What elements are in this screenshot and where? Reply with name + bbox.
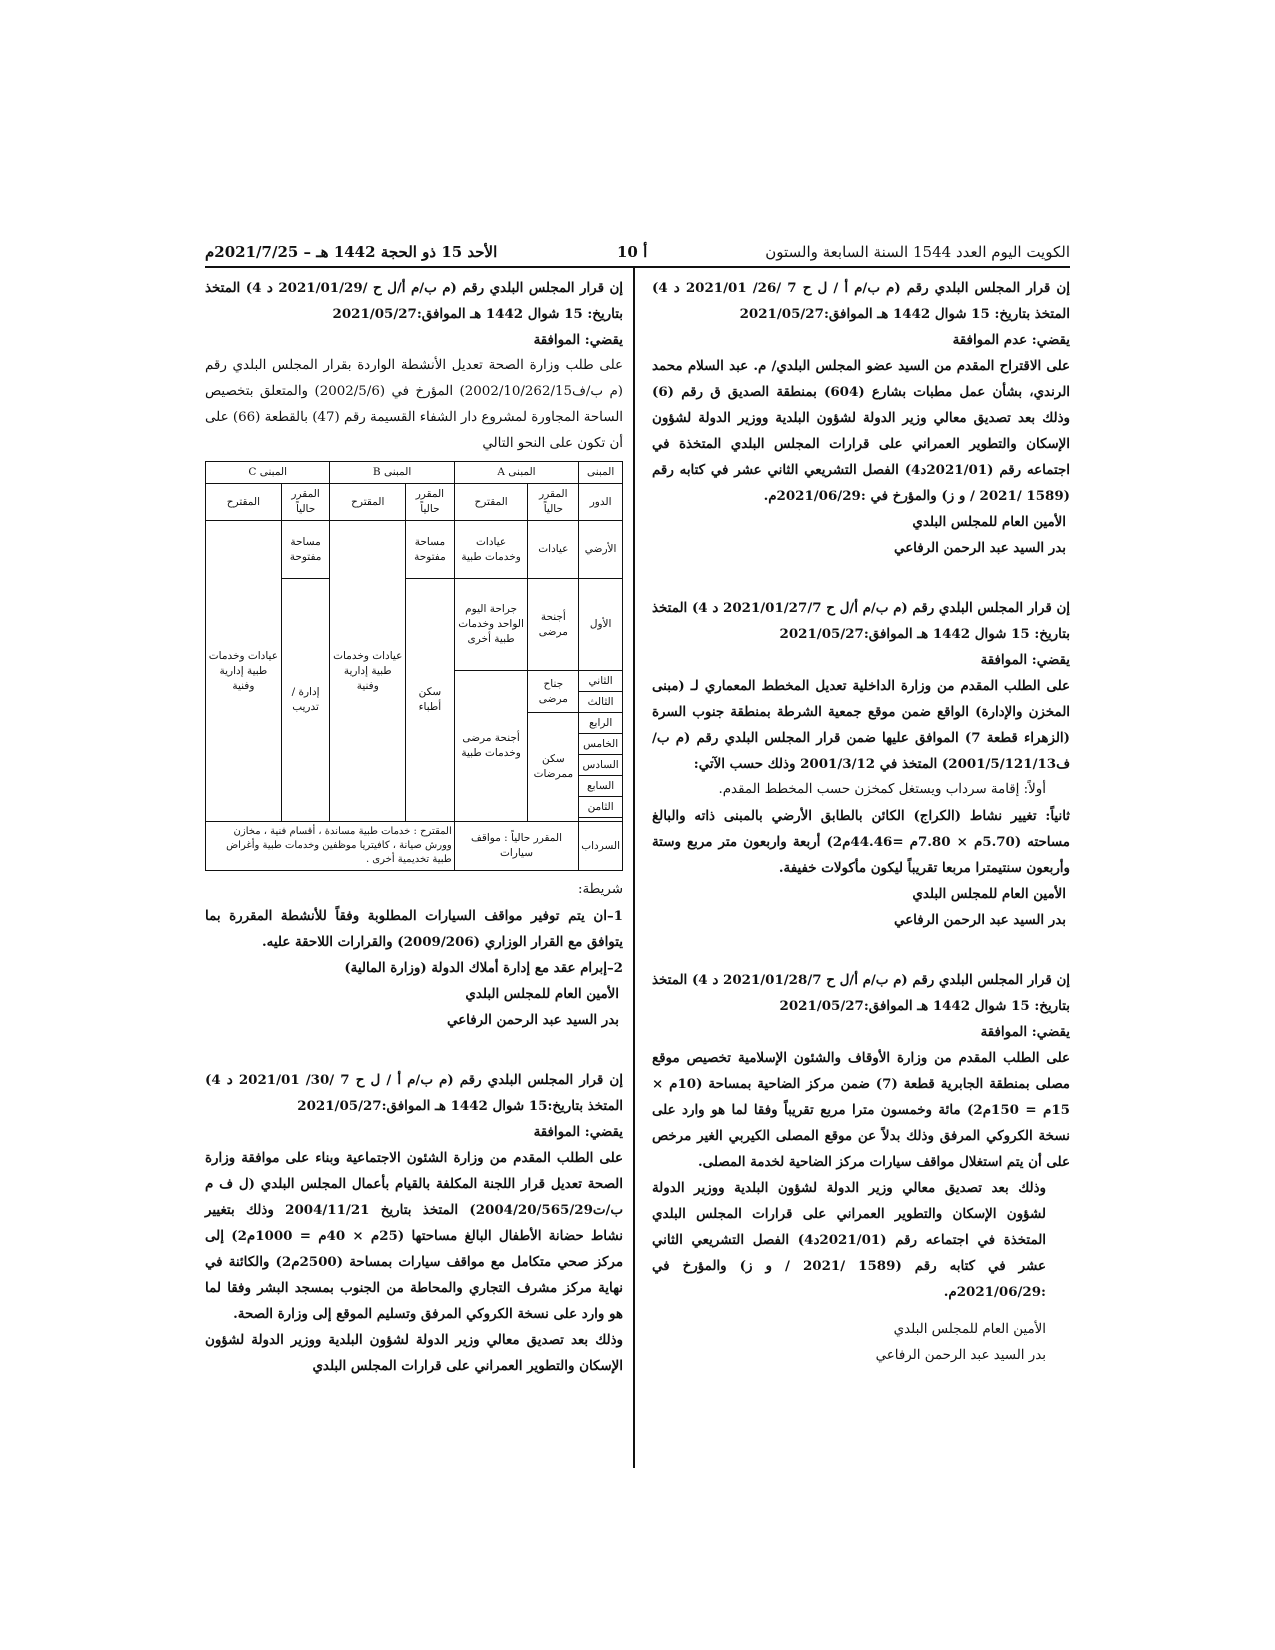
decision-intro: إن قرار المجلس البلدي رقم (م ب/م أ/ل ح 2021/01/27/7 د 4) المتخذ بتاريخ: 15 شوال 1442 هـ الموافق:2021/05/27 — [652, 600, 1070, 642]
decision-item-2: ثانياً: تغيير نشاط (الكراج) الكائن بالطابق الأرضي بالمبنى ذاته والبالغ مساحته (5.70م × 7.80م =44.46م2) أربعة واربعون متر مربع وستة وأربعون سنتيمترا مربعا تقريباً ليكون مأكولات خفيفة. — [652, 808, 1070, 876]
floor-1: الأول — [579, 579, 623, 671]
decision-ruling: يقضي: عدم الموافقة — [952, 332, 1070, 348]
table-header-building: المبنى — [579, 462, 623, 484]
a-first-proposed: جراحة اليوم الواحد وخدمات طبية أخرى — [454, 579, 528, 671]
decision-27 — [652, 595, 1070, 933]
a-ground-proposed: عيادات وخدمات طبية — [454, 521, 528, 579]
table-subheader-proposed: المقترح — [454, 484, 528, 521]
decision-body: على الطلب المقدم من وزارة الشئون الاجتماعية وبناء على موافقة وزارة الصحة تعديل قرار اللجنة المكلفة بالقيام بأعمال المجلس البلدي (ل ف م ب/ت2004/20/565/29) المتخذ بتاريخ 2004/11/21 وذلك بتغيير نشاط حضانة الأطفال البالغ مساحتها (25م × 40م = 1000م2) إلى مركز صحي متكامل مع مواقف سيارات بمساحة (2500م2) والكائنة في نهاية مركز مشرف التجاري والمحاطة من الجنوب بمسجد البشر وفقا لما هو وارد على نسخة الكروكي المرفق وتسليم الموقع إلى وزارة الصحة. — [205, 1150, 623, 1322]
floor-7: السابع — [579, 776, 623, 797]
b-proposed: عيادات وخدمات طبية إدارية وفنية — [330, 521, 406, 822]
a-upper-current: سكن ممرضات — [528, 713, 579, 822]
decision-intro: إن قرار المجلس البلدي رقم (م ب/م أ/ل ح /2021/01/29 د 4) المتخذ بتاريخ: 15 شوال 1442 هـ الموافق:2021/05/27 — [205, 280, 623, 322]
condition-2: 2–إبرام عقد مع إدارة أملاك الدولة (وزارة المالية) — [344, 960, 623, 976]
decision-ruling: يقضي: الموافقة — [533, 1124, 623, 1140]
decision-body-2: وذلك بعد تصديق معالي وزير الدولة لشؤون البلدية ووزير الدولة لشؤون الإسكان والتطوير العمراني على قرارات المجلس البلدي — [205, 1332, 623, 1374]
decision-26 — [652, 275, 1070, 561]
signature-name: بدر السيد عبد الرحمن الرفاعي — [447, 1012, 619, 1028]
table-header-building-c: المبنى C — [206, 462, 330, 484]
left-column — [205, 275, 623, 1379]
a-ground-current: عيادات — [528, 521, 579, 579]
decision-intro: إن قرار المجلس البلدي رقم (م ب/م أ / ل ح 7 /30/ 2021/01 د 4) المتخذ بتاريخ:15 شوال 1442 هـ الموافق:2021/05/27 — [205, 1072, 623, 1114]
signature-title: الأمين العام للمجلس البلدي — [912, 514, 1066, 530]
decision-ruling: يقضي: الموافقة — [980, 1024, 1070, 1040]
basement-proposed: المقترح : خدمات طبية مساندة ، أقسام فنية ، مخازن وورش صيانة ، كافيتريا موظفين وخدمات طبية وأغراض طبية تخديمية أخرى . — [206, 822, 455, 871]
basement-current: المقرر حالياً : مواقف سيارات — [454, 822, 578, 871]
decision-body: على طلب وزارة الصحة تعديل الأنشطة الواردة بقرار المجلس البلدي رقم (م ب/ف2002/10/262/15) المؤرخ في (2002/5/6) والمتعلق بتخصيص الساحة المجاورة لمشروع دار الشفاء القسيمة رقم (47) بالقطعة (66) على أن تكون على النحو التالي — [205, 358, 624, 451]
floor-basement: السرداب — [579, 822, 623, 871]
decision-intro: إن قرار المجلس البلدي رقم (م ب/م أ / ل ح 7 /26/ 2021/01 د 4) المتخذ بتاريخ: 15 شوال 1442 هـ الموافق:2021/05/27 — [652, 280, 1070, 322]
b-upper-current: سكن أطباء — [406, 579, 455, 822]
a-floors-2-3-current: جناح مرضى — [528, 671, 579, 713]
right-column — [652, 275, 1070, 1369]
a-upper-proposed: أجنحة مرضى وخدمات طبية — [454, 671, 528, 822]
c-ground-current: مساحة مفتوحة — [281, 521, 330, 579]
floor-2: الثاني — [579, 671, 623, 692]
decision-body: على الطلب المقدم من وزارة الداخلية تعديل المخطط المعماري لـ (مبنى المخزن والإدارة) الواقع ضمن موقع جمعية الشرطة بمنطقة جنوب السرة (الزهراء قطعة 7) الموافق عليها ضمن قرار المجلس البلدي رقم (م ب/ف2001/5/121/13) المتخذ في 2001/3/12 وذلك حسب الآتي: — [652, 678, 1070, 772]
floor-4: الرابع — [579, 713, 623, 734]
c-upper-current: إدارة / تدريب — [281, 579, 330, 822]
decision-ruling: يقضي: الموافقة — [980, 652, 1070, 668]
floor-3: الثالث — [579, 692, 623, 713]
signature-name: بدر السيد عبد الرحمن الرفاعي — [894, 540, 1066, 556]
publication-title: الكويت اليوم العدد 1544 السنة السابعة والستون — [765, 243, 1070, 261]
table-header-building-b: المبنى B — [330, 462, 454, 484]
table-header-floor: الدور — [579, 484, 623, 521]
signature-name: بدر السيد عبد الرحمن الرفاعي — [875, 1348, 1046, 1363]
decision-30 — [205, 1067, 623, 1379]
floor-5: الخامس — [579, 734, 623, 755]
table-subheader-proposed: المقترح — [330, 484, 406, 521]
table-header-building-a: المبنى A — [454, 462, 578, 484]
decision-28 — [652, 967, 1070, 1369]
decision-intro: إن قرار المجلس البلدي رقم (م ب/م أ/ل ح 2021/01/28/7 د 4) المتخذ بتاريخ: 15 شوال 1442 هـ الموافق:2021/05/27 — [652, 972, 1070, 1014]
floor-8: الثامن — [579, 797, 623, 818]
table-subheader-current: المقرر حالياً — [528, 484, 579, 521]
decision-body: على الاقتراح المقدم من السيد عضو المجلس البلدي/ م. عبد السلام محمد الرندي، بشأن عمل مطبات بشارع (604) بمنطقة الصديق ق رقم (6) وذلك بعد تصديق معالي وزير الدولة لشؤون البلدية ووزير الدولة لشؤون الإسكان والتطوير العمراني على قرارات المجلس البلدي المتخذة في اجتماعه رقم (2021/01د4) الفصل التشريعي الثاني عشر في كتابه رقم (1589 /2021 / و ز) والمؤرخ في :2021/06/29م. — [652, 358, 1070, 504]
floor-ground: الأرضي — [579, 521, 623, 579]
page-number: 10 أ — [617, 243, 648, 261]
decision-body-2: وذلك بعد تصديق معالي وزير الدولة لشؤون البلدية ووزير الدولة لشؤون الإسكان والتطوير العمراني على قرارات المجلس البلدي المتخذة في اجتماعه رقم (2021/01د4) الفصل التشريعي الثاني عشر في كتابه رقم (1589 /2021 / و ز) والمؤرخ في :2021/06/29م. — [652, 1180, 1046, 1300]
page-header — [205, 240, 1070, 268]
a-first-current: أجنحة مرضى — [528, 579, 579, 671]
signature-name: بدر السيد عبد الرحمن الرفاعي — [894, 912, 1066, 928]
conditions-label: شريطة: — [577, 882, 623, 897]
decision-body: على الطلب المقدم من وزارة الأوقاف والشئون الإسلامية تخصيص موقع مصلى بمنطقة الجابرية قطعة (7) ضمن مركز الضاحية بمساحة (10م × 15م = 150م2) مائة وخمسون مترا مربع تقريباً وفقا لما هو وارد على نسخة الكروكي المرفق وذلك بدلاً عن موقع المصلى الكيربي الغير مرخص على أن يتم استغلال مواقف سيارات مركز الضاحية لخدمة المصلى. — [652, 1050, 1070, 1170]
decision-29 — [205, 275, 623, 1033]
signature-title: الأمين العام للمجلس البلدي — [912, 886, 1066, 902]
c-proposed: عيادات وخدمات طبية إدارية وفنية — [206, 521, 282, 822]
activities-table — [205, 461, 623, 871]
table-subheader-current: المقرر حالياً — [281, 484, 330, 521]
table-subheader-proposed: المقترح — [206, 484, 282, 521]
b-ground-current: مساحة مفتوحة — [406, 521, 455, 579]
decision-ruling: يقضي: الموافقة — [533, 332, 623, 348]
decision-item-1: أولاً: إقامة سرداب ويستغل كمخزن حسب المخطط المقدم. — [718, 782, 1046, 797]
table-subheader-current: المقرر حالياً — [406, 484, 455, 521]
floor-6: السادس — [579, 755, 623, 776]
issue-date: الأحد 15 ذو الحجة 1442 هـ – 2021/7/25م — [205, 243, 498, 261]
signature-title: الأمين العام للمجلس البلدي — [893, 1322, 1046, 1337]
column-divider — [633, 268, 635, 1468]
signature-title: الأمين العام للمجلس البلدي — [465, 986, 619, 1002]
condition-1: 1–ان يتم توفير مواقف السيارات المطلوبة وفقاً للأنشطة المقررة بما يتوافق مع القرار الوزاري (2009/206) والقرارات اللاحقة عليه. — [205, 908, 623, 950]
